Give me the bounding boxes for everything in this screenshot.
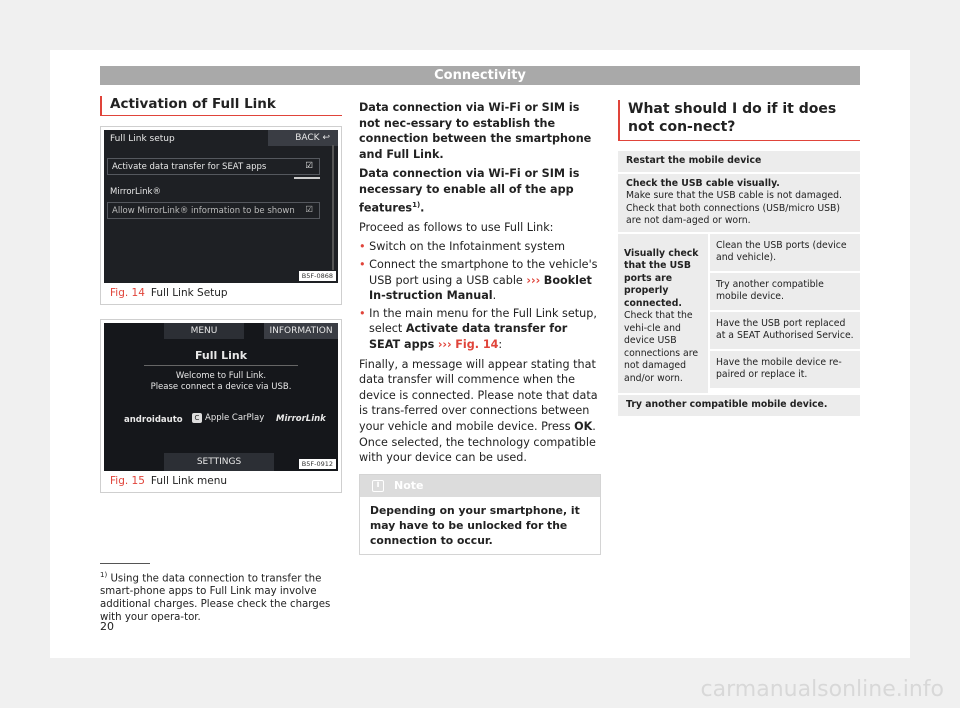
checkbox-checked-icon[interactable]: ☑ — [305, 161, 313, 171]
welcome-line2: Please connect a device via USB. — [150, 382, 292, 392]
solution-cell: Have the mobile device re-paired or replace it. — [710, 351, 860, 388]
bullet-item: • In the main menu for the Full Link setup, select Activate data transfer for SEAT apps ››› Fig. 14: — [359, 306, 597, 352]
footnote-divider — [100, 563, 150, 564]
checkbox-checked-icon[interactable]: ☑ — [305, 205, 313, 215]
carplay-label: Apple CarPlay — [205, 413, 265, 423]
settings-tab[interactable]: SETTINGS — [164, 453, 274, 471]
ok-label: OK — [574, 420, 593, 434]
solution-cell: Have the USB port replaced at a SEAT Authorised Service. — [710, 312, 860, 349]
image-code: B5F-0868 — [299, 271, 336, 281]
note-box — [359, 474, 601, 555]
table-row — [618, 174, 860, 232]
bold-option: Activate data transfer for SEAT apps — [369, 322, 568, 352]
paragraph-4-tail: . Once selected, the technology compatible with your device can be used. — [359, 420, 596, 465]
full-link-setup-screen — [104, 130, 338, 283]
menu-tab[interactable]: MENU — [164, 323, 244, 339]
footnote-ref[interactable]: 1) — [412, 200, 421, 209]
apple-carplay-button[interactable] — [192, 413, 264, 423]
paragraph-4-text: Finally, a message will appear stating that data transfer will commence when the device is connected. Please note that data is trans-ferred over connections between your vehicle and mobile device. Press — [359, 357, 598, 434]
figure-number: Fig. 14 — [110, 287, 145, 299]
bullet-text: In the main menu for the Full Link setup, select — [369, 306, 597, 336]
left-column — [100, 96, 342, 507]
figure-15 — [100, 319, 342, 493]
paragraph-3: Proceed as follows to use Full Link: — [359, 220, 554, 234]
figure-number: Fig. 15 — [110, 475, 145, 487]
welcome-line1: Welcome to Full Link. — [175, 371, 267, 381]
watermark: carmanualsonline.info — [700, 677, 944, 702]
scrollbar[interactable] — [332, 145, 334, 270]
visual-check-cell — [618, 234, 708, 394]
information-tab[interactable]: INFORMATION — [264, 323, 338, 339]
slider-indicator — [294, 177, 320, 179]
bullet-item — [359, 239, 601, 255]
row-label: Allow MirrorLink® information to be shown — [112, 206, 295, 216]
mirrorlink-label: MirrorLink® — [110, 187, 161, 197]
bullet-text: Switch on the Infotainment system — [369, 240, 565, 254]
figure-caption — [104, 283, 338, 301]
paragraph-1: Data connection via Wi-Fi or SIM is not nec-essary to establish the connection between the smartphone and Full Link. — [359, 101, 592, 161]
bullet-text: Connect the smartphone to the vehicle's USB port using a USB cable — [369, 258, 598, 287]
booklet-reference[interactable]: Booklet In-struction Manual — [369, 273, 592, 303]
row-label: Activate data transfer for SEAT apps — [112, 162, 267, 172]
figure-caption — [104, 471, 338, 489]
chapter-header: Connectivity — [100, 66, 860, 85]
caption-text: Full Link menu — [150, 475, 228, 487]
divider — [144, 365, 298, 366]
cell-title: Visually check that the USB ports are properly connected. — [624, 247, 699, 309]
bullet-item: • Connect the smartphone to the vehicle's USB port using a USB cable ››› Booklet In-struction Manual. — [359, 258, 598, 303]
section-title-troubleshoot: What should I do if it does not con-nect? — [618, 100, 860, 141]
footnote-marker: 1) — [100, 571, 108, 579]
full-link-title: Full Link — [194, 349, 248, 362]
right-column — [618, 100, 860, 418]
footnote — [100, 569, 340, 624]
figure-14 — [100, 126, 342, 305]
note-title: Note — [394, 479, 424, 493]
paragraph-2: Data connection via Wi-Fi or SIM is necessary to enable all of the app features$^{1)}$. — [359, 167, 580, 215]
solution-cell: Clean the USB ports (device and vehicle). — [710, 234, 860, 271]
troubleshoot-table — [618, 151, 860, 416]
carplay-icon: C — [192, 413, 202, 423]
middle-column — [359, 100, 601, 555]
paragraph-2-text: Data connection via Wi-Fi or SIM is necessary to enable all of the app features — [359, 167, 580, 215]
table-row — [618, 234, 860, 394]
bullet-icon: • — [359, 240, 370, 254]
full-link-menu-screen — [104, 323, 338, 471]
bullet-icon: • — [359, 306, 370, 320]
bullet-icon: • — [359, 258, 370, 272]
screen-title: Full Link setup — [110, 134, 175, 144]
table-row: Try another compatible mobile device. — [618, 395, 860, 416]
info-icon: i — [372, 480, 384, 492]
footnote-text: Using the data connection to transfer the smart-phone apps to Full Link may involve additional charges. Please check the charges with your opera-tor. — [100, 573, 331, 624]
allow-mirrorlink-row[interactable] — [107, 202, 320, 219]
row-body: Make sure that the USB cable is not damaged. Check that both connections (USB/micro USB) are not dam-aged or worn. — [626, 190, 842, 226]
figure-reference[interactable]: Fig. 14 — [455, 338, 499, 352]
back-arrow-icon: ↩ — [322, 133, 330, 143]
image-code: B5F-0912 — [299, 459, 336, 469]
section-title-activation: Activation of Full Link — [100, 96, 342, 116]
row-title: Check the USB cable visually. — [626, 177, 780, 189]
paragraph-4 — [359, 357, 601, 466]
caption-text: Full Link Setup — [150, 287, 228, 299]
back-label: BACK — [295, 133, 320, 143]
activate-data-row[interactable] — [107, 158, 320, 175]
android-auto-button[interactable]: androidauto — [124, 415, 183, 425]
note-body: Depending on your smartphone, it may have to be unlocked for the connection to occur. — [370, 503, 580, 547]
page-number: 20 — [100, 620, 114, 633]
solution-cells — [710, 234, 860, 394]
ref-arrow-icon: ››› — [437, 338, 452, 352]
table-row: Restart the mobile device — [618, 151, 860, 172]
ref-arrow-icon: ››› — [526, 273, 541, 287]
note-header — [360, 475, 600, 497]
mirrorlink-button[interactable]: MirrorLink — [276, 414, 326, 424]
cell-body: Check that the vehi-cle and device USB connections are not damaged and/or worn. — [624, 310, 699, 384]
back-button[interactable] — [268, 130, 338, 146]
solution-cell: Try another compatible mobile device. — [710, 273, 860, 310]
